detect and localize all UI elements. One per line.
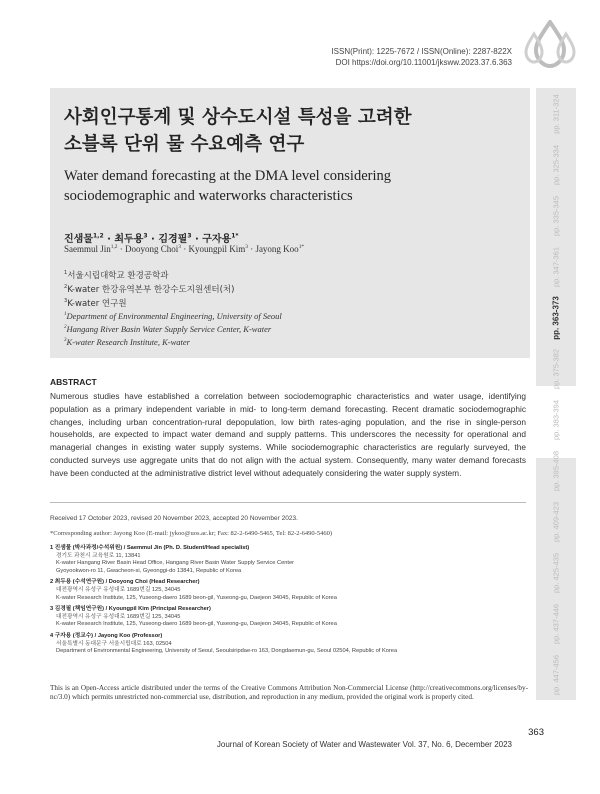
author-detail-line: K-water Hangang River Basin Head Office, Hangang River Basin Water Supply Service Center [56, 560, 295, 567]
page-range-label: pp. 375-382 [551, 348, 561, 389]
page-range-label: pp. 383-394 [551, 399, 561, 440]
page-range-label: pp. 363-373 [551, 295, 561, 340]
author-affiliation-mark: 3 [245, 244, 248, 250]
author-name: 김경필 [158, 234, 188, 245]
received-dates: Received 17 October 2023, revised 20 November 2023, accepted 20 November 2023. [50, 515, 298, 522]
author-detail-line: 대전광역시 유성구 유성대로 1689번길 125, 34045 [56, 586, 181, 593]
affiliation-line [64, 296, 504, 310]
author-affiliation-mark: 3 [178, 244, 181, 250]
page-range-item [536, 93, 576, 134]
title-korean: 사회인구통계 및 상수도시설 특성을 고려한 소블록 단위 물 수요예측 연구 [64, 107, 412, 155]
page-range-label: pp. 409-423 [551, 501, 561, 542]
page-range-label: pp. 325-334 [551, 144, 561, 185]
page-range-item [536, 654, 576, 695]
author-separator: · [191, 234, 203, 245]
affiliation-number: 2 [64, 283, 68, 290]
corresponding-author: *Corresponding author: Jayong Koo (E-mail: jykoo@uos.ac.kr; Fax: 82-2-6490-5465, Tel: 82-2-6490-5460) [50, 530, 332, 537]
author-name: 구자용 [202, 234, 232, 245]
author-detail-heading: 2 최두용 (수석연구원) / Dooyong Choi (Head Researcher) [50, 579, 200, 586]
author-name: 최두용 [114, 234, 144, 245]
author-affiliation-mark: 1* [298, 244, 305, 250]
affiliation-text: Hangang River Basin Water Supply Service Center, K-water [66, 324, 272, 335]
page-range-label: pp. 447-456 [551, 654, 561, 695]
divider [50, 502, 526, 503]
page-range-label: pp. 425-435 [551, 552, 561, 593]
page-range-label: pp. 335-345 [551, 195, 561, 236]
affiliation-text: 서울시립대학교 환경공학과 [67, 270, 169, 281]
affiliation-number: 2 [64, 324, 67, 331]
abstract-heading: ABSTRACT [50, 377, 97, 387]
affiliation-line [64, 309, 504, 322]
issn-line: ISSN(Print): 1225-7672 / ISSN(Online): 2287-822X [331, 47, 512, 56]
affiliation-line [64, 268, 504, 282]
author-affiliation-mark: 1,2 [110, 244, 118, 250]
author-detail-line: 경기도 과천시 교육원로 11, 13841 [56, 552, 141, 559]
affiliation-text: K-water 한강유역본부 한강수도지원센터(처) [67, 284, 235, 295]
page-range-item [536, 295, 576, 340]
affiliation-number: 1 [64, 270, 68, 276]
author-affiliation-mark: 3 [143, 232, 148, 240]
author-detail-line: Department of Environmental Engineering, University of Seoul, Seoulsiripdae-ro 163, Dongdaemun-gu, Seoul 02504, Republic of Korea [56, 648, 398, 655]
author-name: Jayong Koo [255, 244, 299, 254]
author-detail-block [50, 579, 530, 602]
page-range-label: pp. 347-361 [551, 246, 561, 287]
abstract-body: Numerous studies have established a correlation between sociodemographic characteristics and water usage, identifying population as a primary independent variable in mid- to long-term demand forecasting. Recent dramatic sociodemographic changes, including urban concentration-rural depopulation, low birth rates-aging population, and the rise in single-person households, are expected to impact water demand and supply patterns. This underscores the necessity for operational and managerial changes in existing water supply systems. While sociodemographic characteristics are regularly surveyed, the conducted surveys use aggregate units that do not align with the actual system. Consequently, many water demand forecasts have been conducted at the administrative district level without adequately considering the water supply system. [50, 391, 526, 478]
author-name: Saemmul Jin [64, 244, 111, 254]
affiliation-number: 1 [64, 311, 67, 318]
affiliation-line [64, 322, 504, 335]
author-detail-block [50, 545, 530, 575]
page-range-item [536, 552, 576, 593]
author-affiliation-mark: 1,2 [92, 232, 104, 240]
page-range-item [536, 450, 576, 491]
affiliations [64, 268, 504, 348]
author-detail-block [50, 606, 530, 629]
author-affiliation-mark: 3 [187, 232, 192, 240]
affiliation-text: K-water 연구원 [67, 298, 127, 309]
author-separator: · [147, 234, 159, 245]
author-separator: · [247, 244, 256, 254]
author-detail-block [50, 633, 530, 656]
author-detail-heading: 4 구자용 (정교수) / Jayong Koo (Professor) [50, 632, 163, 639]
page-range-item [536, 144, 576, 185]
page-range-item [536, 195, 576, 236]
affiliation-text: Department of Environmental Engineering, University of Seoul [66, 311, 282, 322]
page-range-item [536, 348, 576, 389]
page-range-label: pp. 311-324 [551, 93, 561, 134]
page-range-item [536, 246, 576, 287]
affiliation-line [64, 282, 504, 296]
affiliation-line [64, 335, 504, 348]
author-detail-line: 대전광역시 유성구 유성대로 1689번길 125, 34045 [56, 613, 181, 620]
author-separator: · [180, 244, 189, 254]
author-name: Dooyong Choi [125, 244, 179, 254]
author-detail-line: Gyoyookwon-ro 11, Gwacheon-si, Gyeonggi-do 13841, Republic of Korea [56, 567, 242, 574]
affiliation-number: 3 [64, 337, 67, 344]
license-text: This is an Open-Access article distributed under the terms of the Creative Commons Attribution Non-Commercial License (http://creativecommons.org/licenses/by-nc/3.0) which permits unrestricted non-commercial use, distribution, and reproduction in any medium, provided the original work is properly cited. [50, 684, 528, 701]
page-range-item [536, 399, 576, 440]
journal-footer: Journal of Korean Society of Water and Wastewater Vol. 37, No. 6, December 2023 [216, 740, 512, 749]
author-detail-line: K-water Research Institute, 125, Yuseong-daero 1689 beon-gil, Yuseong-gu, Daejeon 34045, Republic of Korea [56, 594, 337, 601]
issn-block [331, 46, 512, 68]
page-range-item [536, 603, 576, 644]
affiliation-number: 3 [64, 297, 68, 304]
doi-line: DOI https://doi.org/10.11001/jksww.2023.37.6.363 [335, 58, 512, 67]
author-separator: · [103, 234, 115, 245]
title-english: Water demand forecasting at the DMA level considering sociodemographic and waterworks characteristics [64, 168, 391, 204]
author-detail-heading: 3 김경필 (책임연구원) / Kyoungpil Kim (Principal Researcher) [50, 606, 211, 613]
authors-english [64, 244, 304, 254]
author-separator: · [117, 244, 125, 254]
author-name: 진샘물 [64, 234, 93, 245]
page-range-label: pp. 395-408 [551, 450, 561, 491]
author-detail-line: 서울특별시 동대문구 서울시립대로 163, 02504 [56, 640, 172, 647]
author-details [50, 545, 530, 660]
page-number: 363 [528, 727, 544, 738]
author-detail-heading: 1 진샘물 (박사과정/수석위원) / Saemmul Jin (Ph. D. Student/Head specialist) [50, 545, 250, 551]
issue-page-index [536, 88, 576, 700]
page-range-label: pp. 437-446 [551, 603, 561, 644]
author-name: Kyoungpil Kim [188, 244, 246, 254]
authors-korean [64, 230, 239, 245]
author-detail-line: K-water Research Institute, 125, Yuseong-daero 1689 beon-gil, Yuseong-gu, Daejeon 34045, Republic of Korea [56, 621, 337, 628]
page-range-item [536, 501, 576, 542]
journal-logo-icon [524, 20, 576, 70]
affiliation-text: K-water Research Institute, K-water [66, 336, 190, 347]
author-affiliation-mark: 1* [231, 232, 239, 240]
